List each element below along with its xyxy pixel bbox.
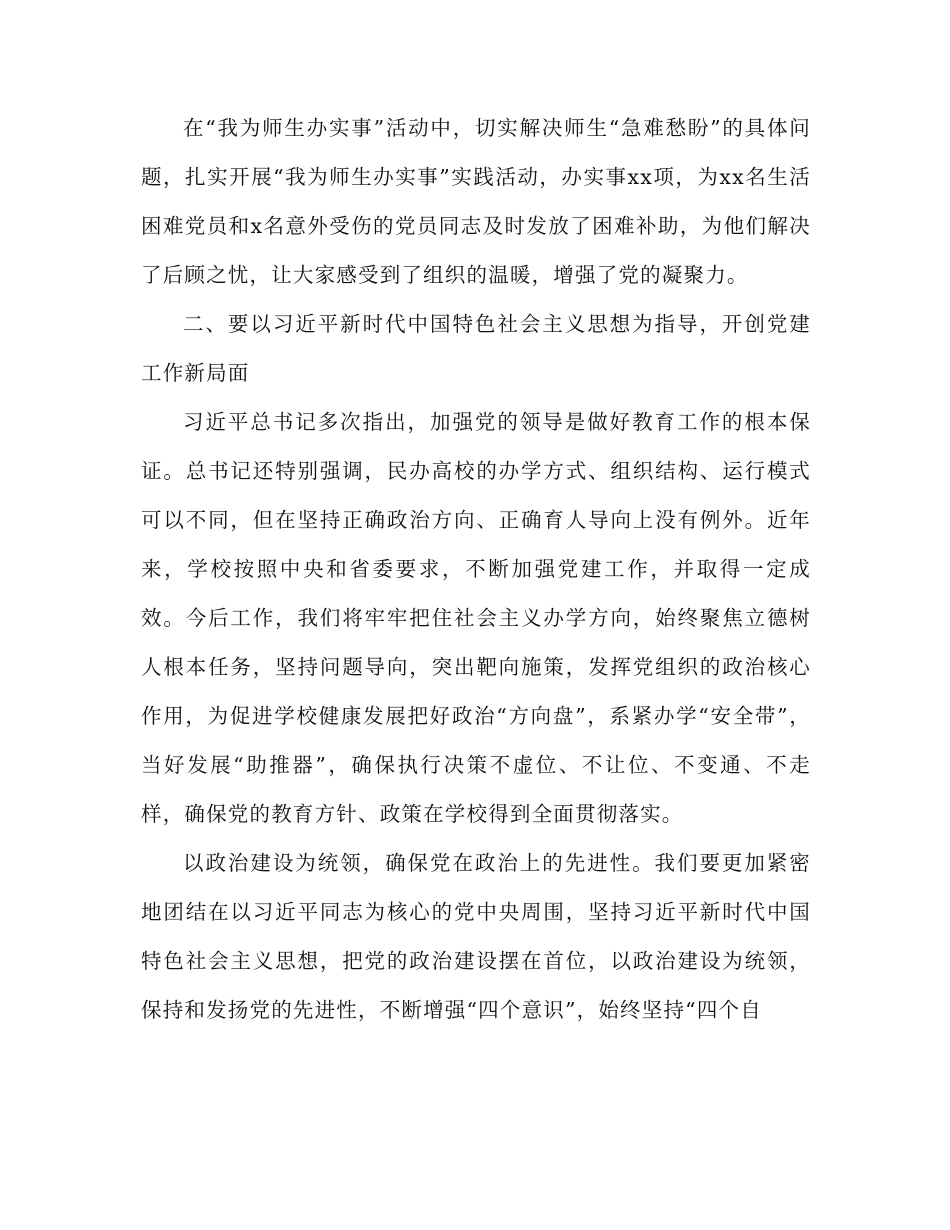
document-body xyxy=(141,104,811,1035)
paragraph-service-activity: 在“我为师生办实事”活动中，切实解决师生“急难愁盼”的具体问题，扎实开展“我为师生办实事”实践活动，办实事xx项，为xx名生活困难党员和x名意外受伤的党员同志及时发放了困难补助，为他们解决了后顾之忧，让大家感受到了组织的温暖，增强了党的凝聚力。 xyxy=(141,116,811,287)
paragraph-party-leadership: 习近平总书记多次指出，加强党的领导是做好教育工作的根本保证。总书记还特别强调，民办高校的办学方式、组织结构、运行模式可以不同，但在坚持正确政治方向、正确育人导向上没有例外。近年来，学校按照中央和省委要求，不断加强党建工作，并取得一定成效。今后工作，我们将牢牢把住社会主义办学方向，始终聚焦立德树人根本任务，坚持问题导向，突出靶向施策，发挥党组织的政治核心作用，为促进学校健康发展把好政治“方向盘”，系紧办学“安全带”，当好发展“助推器”，确保执行决策不虚位、不让位、不变通、不走样，确保党的教育方针、政策在学校得到全面贯彻落实。 xyxy=(141,410,811,826)
paragraph-political-construction: 以政治建设为统领，确保党在政治上的先进性。我们要更加紧密地团结在以习近平同志为核心的党中央周围，坚持习近平新时代中国特色社会主义思想，把党的政治建设摆在首位，以政治建设为统领，保持和发扬党的先进性，不断增强“四个意识”，始终坚持“四个自 xyxy=(141,851,811,1022)
section-heading-two: 二、要以习近平新时代中国特色社会主义思想为指导，开创党建工作新局面 xyxy=(141,312,811,385)
